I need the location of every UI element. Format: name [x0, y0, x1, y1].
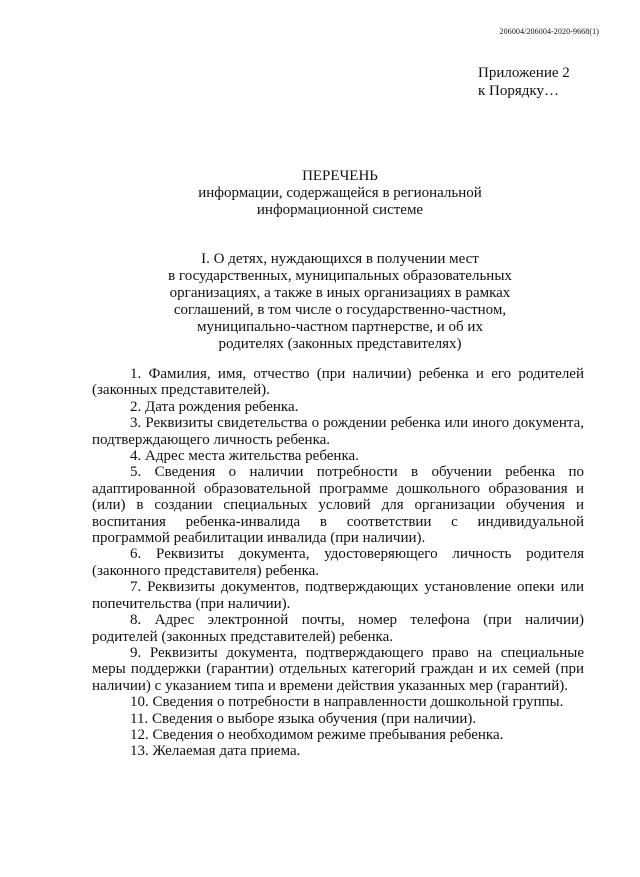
section-line: соглашений, в том числе о государственно-частном, — [173, 302, 507, 318]
section-heading — [90, 251, 590, 353]
title-heading: ПЕРЕЧЕНЬ — [302, 168, 378, 184]
list-item: 1. Фамилия, имя, отчество (при наличии) ребенка и его родителей (законных представителей). — [92, 366, 584, 399]
document-id: 206004/206004-2020-9668(1) — [499, 27, 599, 36]
title-subline-2: информационной системе — [256, 202, 424, 218]
appendix-line-1: Приложение 2 — [478, 65, 570, 81]
list-item: 13. Желаемая дата приема. — [130, 743, 301, 760]
section-line: I. О детях, нуждающихся в получении мест — [201, 251, 479, 267]
list-item: 11. Сведения о выборе языка обучения (при наличии). — [130, 710, 477, 727]
title-subline-1: информации, содержащейся в региональной — [198, 185, 482, 201]
list-item: 6. Реквизиты документа, удостоверяющего личность родителя (законного представителя) ребенка. — [92, 546, 584, 579]
list-item: 9. Реквизиты документа, подтверждающего право на специальные меры поддержки (гарантии) отдельных категорий граждан и их семей (при наличии) с указанием типа и времени действия указанных мер (гарантий). — [92, 644, 584, 694]
section-line: организациях, а также в иных организациях в рамках — [169, 285, 511, 301]
list-item: 12. Сведения о необходимом режиме пребывания ребенка. — [130, 726, 504, 743]
items-list — [92, 366, 584, 760]
list-item: 10. Сведения о потребности в направленности дошкольной группы. — [130, 694, 564, 711]
section-line: в государственных, муниципальных образовательных — [168, 268, 512, 284]
list-item: 2. Дата рождения ребенка. — [130, 398, 299, 415]
section-line: родителях (законных представителях) — [218, 336, 462, 352]
list-item: 8. Адрес электронной почты, номер телефона (при наличии) родителей (законных представителей) ребенка. — [92, 612, 584, 645]
list-item: 7. Реквизиты документов, подтверждающих установление опеки или попечительства (при наличии). — [92, 579, 584, 612]
appendix-note — [478, 64, 570, 100]
list-item: 5. Сведения о наличии потребности в обучении ребенка по адаптированной образовательной программе дошкольного образования и (или) в создании специальных условий для организации обучения и воспитания ребенка-инвалида в соответствии с индивидуальной программой реабилитации инвалида (при наличии). — [92, 464, 584, 547]
document-title — [90, 168, 590, 219]
list-item: 3. Реквизиты свидетельства о рождении ребенка или иного документа, подтверждающего личность ребенка. — [92, 415, 584, 448]
list-item: 4. Адрес места жительства ребенка. — [130, 448, 359, 465]
appendix-line-2: к Порядку… — [478, 83, 559, 99]
section-line: муниципально-частном партнерстве, и об их — [197, 319, 483, 335]
